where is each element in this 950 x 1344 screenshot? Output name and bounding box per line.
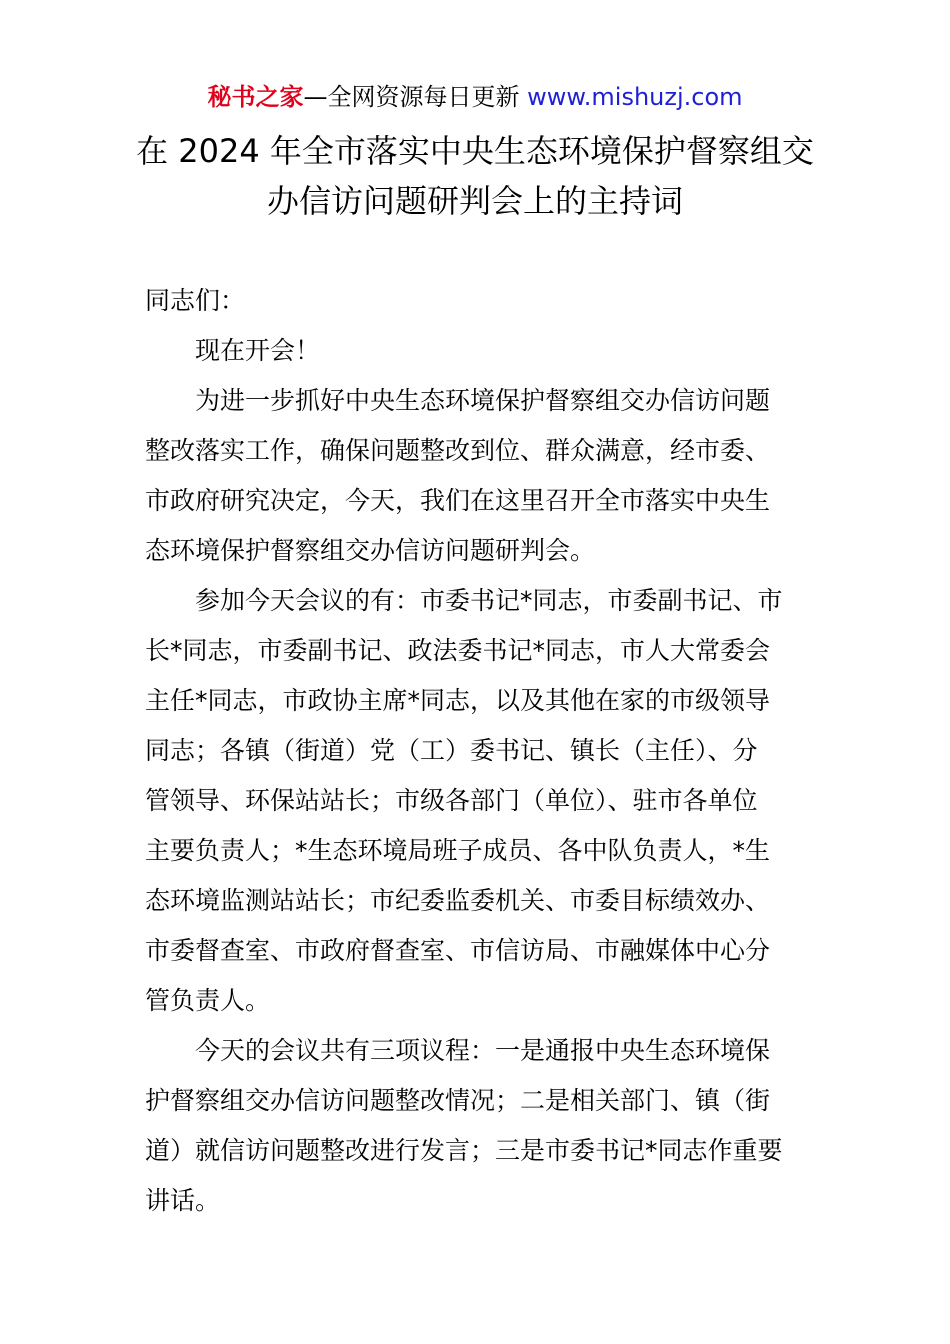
paragraph-line: 今天的会议共有三项议程：一是通报中央生态环境保 bbox=[195, 1036, 771, 1065]
greeting: 同志们： bbox=[145, 286, 246, 315]
paragraph-line: 主任*同志，市政协主席*同志，以及其他在家的市级领导 bbox=[145, 686, 771, 715]
paragraph-line: 讲话。 bbox=[145, 1186, 221, 1215]
paragraph-line: 市政府研究决定，今天，我们在这里召开全市落实中央生 bbox=[145, 486, 771, 515]
paragraph-line: 护督察组交办信访问题整改情况；二是相关部门、镇（街 bbox=[145, 1086, 771, 1115]
paragraph-line: 整改落实工作，确保问题整改到位、群众满意，经市委、 bbox=[145, 436, 771, 465]
paragraph-opening bbox=[145, 326, 810, 376]
paragraph-line: 主要负责人；*生态环境局班子成员、各中队负责人，*生 bbox=[145, 836, 771, 865]
site-url[interactable]: www.mishuzj.com bbox=[527, 83, 743, 111]
paragraph-line: 态环境监测站站长；市纪委监委机关、市委目标绩效办、 bbox=[145, 886, 771, 915]
title-line-1: 在 2024 年全市落实中央生态环境保护督察组交 bbox=[136, 132, 814, 170]
paragraph-line: 管负责人。 bbox=[145, 986, 271, 1015]
paragraph-line: 道）就信访问题整改进行发言；三是市委书记*同志作重要 bbox=[145, 1136, 783, 1165]
title-line-2: 办信访问题研判会上的主持词 bbox=[266, 182, 683, 220]
paragraph-purpose bbox=[145, 376, 810, 576]
paragraph-line: 长*同志，市委副书记、政法委书记*同志，市人大常委会 bbox=[145, 636, 771, 665]
paragraph-line: 参加今天会议的有：市委书记*同志，市委副书记、市 bbox=[195, 586, 783, 615]
paragraph-line: 市委督查室、市政府督查室、市信访局、市融媒体中心分 bbox=[145, 936, 771, 965]
document-title bbox=[100, 126, 850, 226]
paragraph-line: 现在开会！ bbox=[195, 336, 321, 365]
site-tagline: —全网资源每日更新 bbox=[303, 83, 520, 111]
paragraph-line: 为进一步抓好中央生态环境保护督察组交办信访问题 bbox=[195, 386, 771, 415]
paragraph-line: 管领导、环保站站长；市级各部门（单位）、驻市各单位 bbox=[145, 786, 758, 815]
brand-name: 秘书之家 bbox=[207, 83, 304, 111]
paragraph-attendees bbox=[145, 576, 810, 1026]
site-header bbox=[0, 80, 950, 114]
document-body bbox=[145, 276, 810, 1226]
paragraph-line: 态环境保护督察组交办信访问题研判会。 bbox=[145, 536, 596, 565]
paragraph-agenda bbox=[145, 1026, 810, 1226]
paragraph-line: 同志；各镇（街道）党（工）委书记、镇长（主任）、分 bbox=[145, 736, 758, 765]
